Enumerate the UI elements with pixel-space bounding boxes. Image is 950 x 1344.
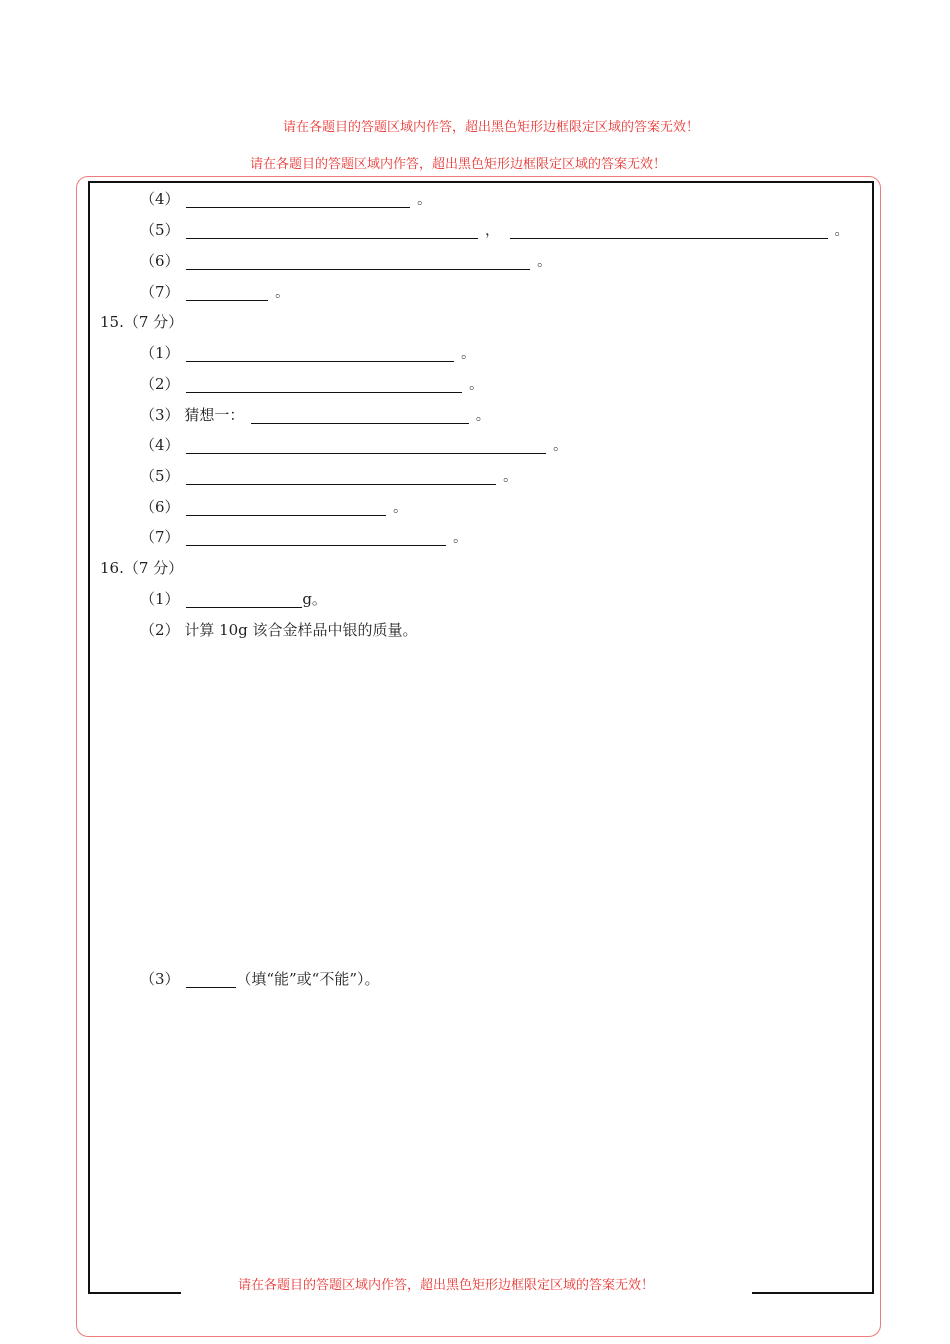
item-label: （4） [140,436,180,454]
answer-blank[interactable] [186,191,410,208]
answer-blank[interactable] [186,222,478,239]
item-label: （6） [140,498,180,516]
item-label: （5） [140,467,180,485]
notice-top-2: 请在各题目的答题区域内作答，超出黑色矩形边框限定区域的答案无效！ [250,157,667,172]
item-end: 。 [475,408,490,424]
q14-item-7 [140,281,289,303]
notice-top-1: 请在各题目的答题区域内作答，超出黑色矩形边框限定区域的答案无效！ [283,120,700,135]
answer-blank[interactable] [186,437,546,454]
unit-text: g。 [302,590,327,608]
answer-blank[interactable] [186,376,462,393]
item-prefix: 猜想一： [184,406,245,424]
item-label: （2） [140,375,180,393]
q16-item-3 [140,968,380,990]
answer-blank[interactable] [186,499,386,516]
item-end: 。 [453,530,468,546]
answer-blank[interactable] [186,345,454,362]
item-label: （1） [140,590,180,608]
item-label: （5） [140,221,180,239]
q15-item-4 [140,434,567,456]
answer-blank[interactable] [186,468,496,485]
item-end: 。 [393,500,408,516]
item-end: 。 [553,438,568,454]
q16-item-1 [140,588,327,610]
item-end: 。 [461,346,476,362]
q16-item-2 [140,619,418,641]
q16-title: 16.（7 分） [100,559,184,577]
item-end: 。 [503,469,518,485]
item-end: 。 [469,377,484,393]
answer-blank[interactable] [186,529,446,546]
item-separator: ， [485,223,500,239]
q14-item-6 [140,250,551,272]
answer-blank[interactable] [251,407,469,424]
item-label: （2） [140,621,180,639]
item-end: 。 [417,192,432,208]
frame-bottom-right-line [752,1292,874,1294]
item-label: （1） [140,344,180,362]
item-label: （4） [140,190,180,208]
item-end: 。 [537,254,552,270]
q15-item-5 [140,465,517,487]
item-label: （6） [140,252,180,270]
q15-item-3 [140,404,490,426]
q14-item-5 [140,219,849,241]
answer-blank[interactable] [186,253,530,270]
item-label: （3） [140,406,180,424]
answer-blank[interactable] [186,971,236,988]
q15-item-1 [140,342,475,364]
q14-item-4 [140,188,431,210]
item-end: 。 [275,285,290,301]
answer-blank[interactable] [186,284,268,301]
frame-bottom-left-line [88,1292,181,1294]
q15-title: 15.（7 分） [100,313,184,331]
item-end: 。 [834,223,849,239]
item-label: （7） [140,283,180,301]
item-text: （填“能”或“不能”）。 [236,970,380,988]
q15-item-7 [140,526,467,548]
answer-blank[interactable] [510,222,828,239]
notice-bottom: 请在各题目的答题区域内作答，超出黑色矩形边框限定区域的答案无效！ [238,1278,655,1293]
item-text: 计算 10g 该合金样品中银的质量。 [184,621,418,639]
item-label: （7） [140,528,180,546]
item-label: （3） [140,970,180,988]
answer-blank[interactable] [186,591,302,608]
q15-item-6 [140,496,407,518]
q15-item-2 [140,373,483,395]
